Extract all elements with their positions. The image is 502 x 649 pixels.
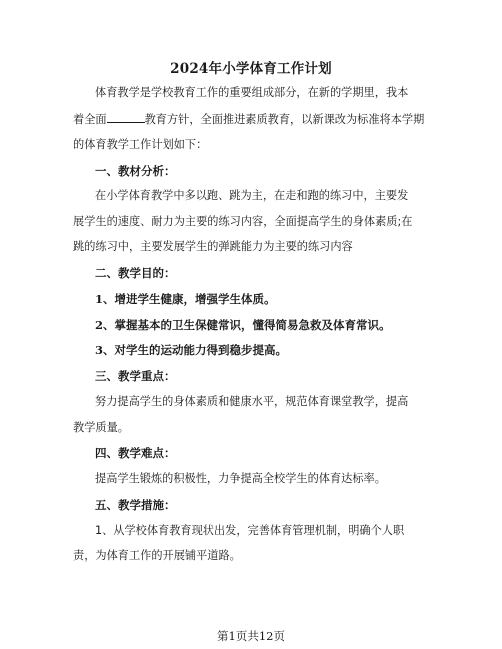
section-heading: 五、教学措施： bbox=[95, 498, 176, 512]
blank-underline bbox=[107, 112, 145, 123]
list-item: 2、掌握基本的卫生保健常识，懂得简易急救及体育常识。 bbox=[95, 318, 391, 332]
intro-line: 体育教学是学校教育工作的重要组成部分，在新的学期里，我本 bbox=[95, 86, 409, 99]
section-heading: 一、教材分析： bbox=[95, 164, 176, 178]
section-heading: 四、教学难点： bbox=[95, 446, 176, 460]
paragraph-line: 提高学生锻炼的积极性，力争提高全校学生的体育达标率。 bbox=[95, 472, 386, 485]
intro-text: 着全面 bbox=[73, 113, 107, 126]
paragraph-line: 在小学体育教学中多以跑、跳为主，在走和跑的练习中，主要发 bbox=[95, 189, 409, 202]
intro-text: 教育方针，全面推进素质教育，以新课改为标准将本学期 bbox=[144, 113, 425, 126]
page-number: 第1页共12页 bbox=[217, 629, 285, 643]
document-title: 2024年小学体育工作计划 bbox=[170, 61, 332, 77]
paragraph-line: 努力提高学生的身体素质和健康水平，规范体育课堂教学，提高 bbox=[95, 395, 409, 408]
paragraph-line: 1、从学校体育教育现状出发，完善体育管理机制，明确个人职 bbox=[95, 524, 405, 537]
list-item: 3、对学生的运动能力得到稳步提高。 bbox=[95, 343, 287, 357]
paragraph-line: 跳的练习中，主要发展学生的弹跳能力为主要的练习内容 bbox=[73, 240, 353, 253]
intro-line: 的体育教学工作计划如下： bbox=[73, 138, 208, 151]
list-item: 1、增进学生健康，增强学生体质。 bbox=[95, 292, 276, 306]
paragraph-line: 展学生的速度、耐力为主要的练习内容，全面提高学生的身体素质;在 bbox=[73, 215, 413, 228]
paragraph-line: 责，为体育工作的开展铺平道路。 bbox=[73, 549, 241, 562]
section-heading: 三、教学重点： bbox=[95, 369, 176, 383]
intro-line bbox=[73, 112, 428, 127]
paragraph-line: 教学质量。 bbox=[73, 421, 129, 434]
section-heading: 二、教学目的： bbox=[95, 266, 176, 280]
